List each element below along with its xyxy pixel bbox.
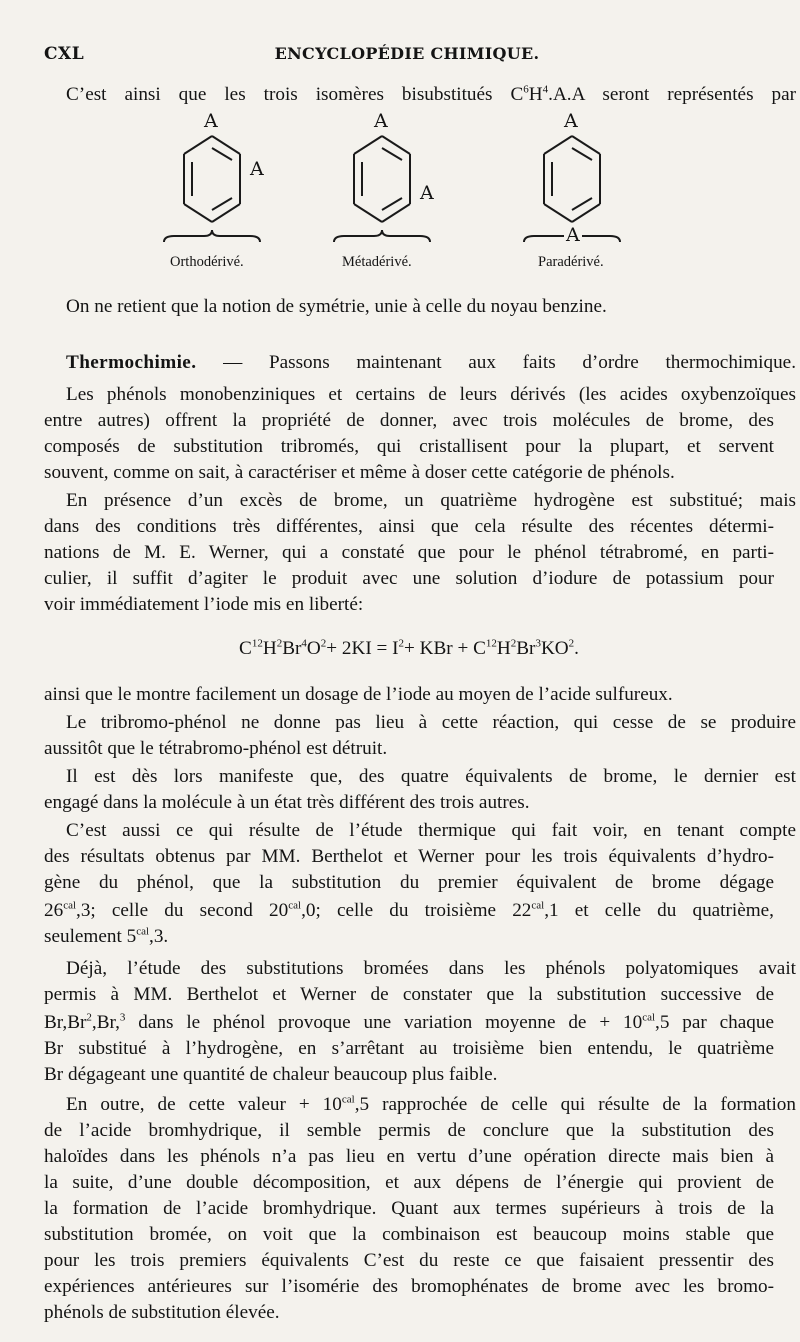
paragraph-line: des résultats obtenus par MM. Berthelot et Werner pour les trois équivalents d’hydro- — [44, 846, 774, 867]
meta-brace — [334, 230, 430, 242]
symmetry-line: On ne retient que la notion de symétrie, unie à celle du noyau benzine. — [66, 296, 607, 317]
paragraph-line: ainsi que le montre facilement un dosage de l’iode au moyen de l’acide sulfureux. — [44, 684, 673, 705]
paragraph-line: En outre, de cette valeur + $10^{cal},5$ rapprochée de celle qui résulte de la formation — [66, 1093, 796, 1115]
paragraph-line: dans des conditions très différentes, ainsi que cela résulte des récentes détermi- — [44, 516, 774, 537]
isomer-diagrams — [160, 110, 660, 278]
ortho-brace — [164, 230, 260, 242]
caption-para: Paradérivé. — [538, 254, 604, 270]
ortho-ring — [184, 136, 240, 222]
paragraph-line: souvent, comme on sait, à caractériser et même à doser cette catégorie de phénols. — [44, 462, 675, 483]
paragraph-line: culier, il suffit d’agiter le produit avec une solution d’iodure de potassium pour — [44, 568, 774, 589]
caption-ortho: Orthodérivé. — [170, 254, 244, 270]
paragraph-line: gène du phénol, que la substitution du premier équivalent de brome dégage — [44, 872, 774, 893]
page-header — [44, 44, 770, 68]
paragraph-line: Il est dès lors manifeste que, des quatre équivalents de brome, le dernier est — [66, 766, 796, 787]
paragraph-line: la formation de l’acide bromhydrique. Quant aux termes supérieurs à trois de la — [44, 1198, 774, 1219]
paragraph-line: la suite, d’une double décomposition, et aux dépens de l’énergie qui provient de — [44, 1172, 774, 1193]
ortho-substituent-top: A — [204, 110, 218, 132]
paragraph-line: haloïdes dans les phénols n’a pas lieu en vertu d’une opération directe mais bien à — [44, 1146, 774, 1167]
section-title: Thermochimie. — [66, 352, 197, 373]
paragraph-line: nations de M. E. Werner, qui a constaté que pour le phénol tétrabromé, en parti- — [44, 542, 774, 563]
paragraph-line: permis à MM. Berthelot et Werner de constater que la substitution successive de — [44, 984, 774, 1005]
paragraph-line: aussitôt que le tétrabromo-phénol est détruit. — [44, 738, 388, 759]
paragraph-line: Le tribromo-phénol ne donne pas lieu à cette réaction, qui cesse de se produire — [66, 712, 796, 733]
paragraph-line: de l’acide bromhydrique, il semble permis de conclure que la substitution des — [44, 1120, 774, 1141]
equation: $C^{12}H^2Br^4O^2+ 2KI = I^2+$ KBr + $C^{12}H^2Br^3KO^2$. — [239, 637, 579, 659]
para-ring — [544, 136, 600, 222]
paragraph-line: seulement $5^{cal},3$. — [44, 925, 169, 947]
paragraph-line: engagé dans la molécule à un état très différent des trois autres. — [44, 792, 530, 813]
paragraph-line: Br substitué à l’hydrogène, en s’arrêtant au troisième bien entendu, le quatrième — [44, 1038, 774, 1059]
meta-substituent-top: A — [374, 110, 388, 132]
section-lead: Thermochimie. — Passons maintenant aux faits d’ordre thermochimique. — [66, 352, 796, 373]
paragraph-line: En présence d’un excès de brome, un quatrième hydrogène est substitué; mais — [66, 490, 796, 511]
meta-ring — [354, 136, 410, 222]
paragraph-line: Les phénols monobenziniques et certains de leurs dérivés (les acides oxybenzoïques — [66, 384, 796, 405]
caption-meta: Métadérivé. — [342, 254, 412, 270]
paragraph-line: phénols de substitution élevée. — [44, 1302, 280, 1323]
para-substituent-top: A — [564, 110, 578, 132]
paragraph-line: composés de substitution tribromés, qui cristallisent pour la plupart, et servent — [44, 436, 774, 457]
page-folio: CXL — [44, 44, 85, 64]
meta-substituent-side: A — [420, 182, 434, 204]
paragraph-line: Déjà, l’étude des substitutions bromées dans les phénols polyatomiques avait — [66, 958, 796, 979]
intro-line: C’est ainsi que les trois isomères bisubstitués $C^6H^4.A.A$ seront représentés par — [66, 83, 797, 105]
paragraph-line: expériences antérieures sur l’isomérie des bromophénates de brome avec les bromo- — [44, 1276, 774, 1297]
paragraph-line: $26^{cal},3$; celle du second $20^{cal},0$; celle du troisième $22^{cal},1$ et celle du quatrième, — [44, 899, 774, 921]
ortho-substituent-side: A — [250, 158, 264, 180]
paragraph-line: Br dégageant une quantité de chaleur beaucoup plus faible. — [44, 1064, 498, 1085]
running-title: ENCYCLOPÉDIE CHIMIQUE. — [274, 44, 540, 63]
paragraph-line: entre autres) offrent la propriété de donner, avec trois molécules de brome, des — [44, 410, 774, 431]
para-substituent-bottom: A — [566, 224, 580, 246]
paragraph-line: C’est aussi ce qui résulte de l’étude thermique qui fait voir, en tenant compte — [66, 820, 796, 841]
paragraph-line: Br,Br$^2$,Br,$^3$ dans le phénol provoque une variation moyenne de + $10^{cal},5$ par chaque — [44, 1011, 774, 1033]
paragraph-line: voir immédiatement l’iode mis en liberté: — [44, 594, 364, 615]
paragraph-line: substitution bromée, on voit que la combinaison est beaucoup moins stable que — [44, 1224, 774, 1245]
paragraph-line: pour les trois premiers équivalents C’est du reste ce que faisaient pressentir des — [44, 1250, 774, 1271]
